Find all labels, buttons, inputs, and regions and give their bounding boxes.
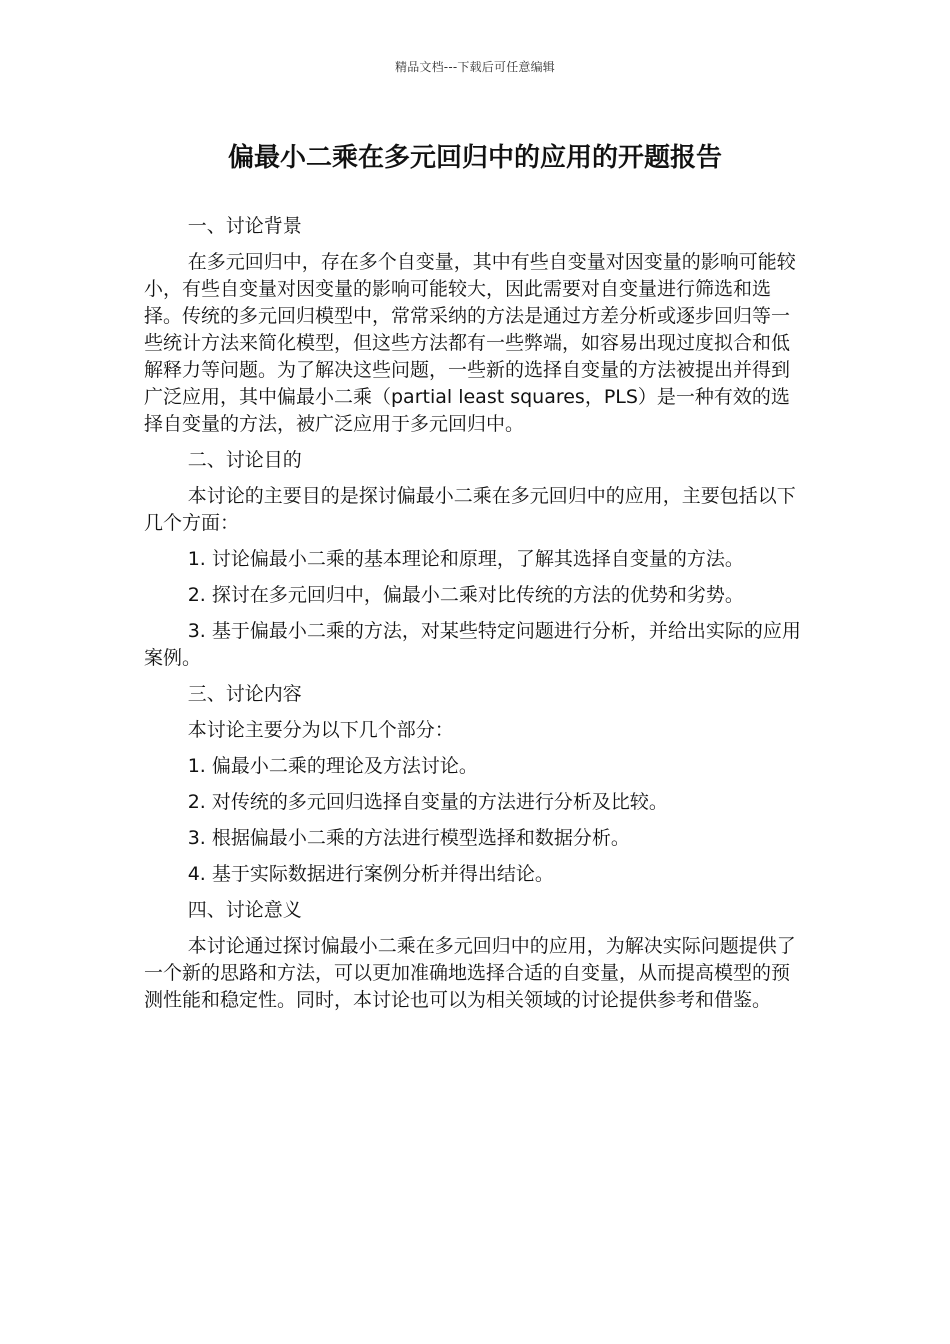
content-item: 3. 根据偏最小二乘的方法进行模型选择和数据分析。: [187, 827, 630, 849]
document-body: [144, 213, 804, 1023]
content-item: 4. 基于实际数据进行案例分析并得出结论。: [187, 863, 554, 885]
background-paragraph: 在多元回归中，存在多个自变量，其中有些自变量对因变量的影响可能较小，有些自变量对因变量的影响可能较大，因此需要对自变量进行筛选和选择。传统的多元回归模型中，常常采纳的方法是通过方差分析或逐步回归等一些统计方法来简化模型，但这些方法都有一些弊端，如容易出现过度拟合和低解释力等问题。为了解决这些问题，一些新的选择自变量的方法被提出并得到广泛应用，其中偏最小二乘（partial least squares，PLS）是一种有效的选择自变量的方法，被广泛应用于多元回归中。: [144, 251, 796, 435]
document-title: 偏最小二乘在多元回归中的应用的开题报告: [227, 143, 722, 173]
header-note: 精品文档---下载后可任意编辑: [395, 60, 555, 74]
content-item: 2. 对传统的多元回归选择自变量的方法进行分析及比较。: [187, 791, 668, 813]
purpose-item: 3. 基于偏最小二乘的方法，对某些特定问题进行分析，并给出实际的应用案例。: [144, 620, 801, 669]
purpose-item: 2. 探讨在多元回归中，偏最小二乘对比传统的方法的优势和劣势。: [187, 584, 744, 606]
content-intro: 本讨论主要分为以下几个部分：: [187, 719, 454, 741]
significance-paragraph: 本讨论通过探讨偏最小二乘在多元回归中的应用，为解决实际问题提供了一个新的思路和方法，可以更加准确地选择合适的自变量，从而提高模型的预测性能和稳定性。同时，本讨论也可以为相关领域的讨论提供参考和借鉴。: [144, 935, 796, 1011]
purpose-intro: 本讨论的主要目的是探讨偏最小二乘在多元回归中的应用，主要包括以下几个方面：: [144, 485, 796, 534]
purpose-item: 1. 讨论偏最小二乘的基本理论和原理，了解其选择自变量的方法。: [187, 548, 744, 570]
section-heading-background: 一、讨论背景: [187, 215, 302, 237]
section-heading-purpose: 二、讨论目的: [187, 449, 302, 471]
content-item: 1. 偏最小二乘的理论及方法讨论。: [187, 755, 478, 777]
section-heading-significance: 四、讨论意义: [187, 899, 302, 921]
section-heading-content: 三、讨论内容: [187, 683, 302, 705]
